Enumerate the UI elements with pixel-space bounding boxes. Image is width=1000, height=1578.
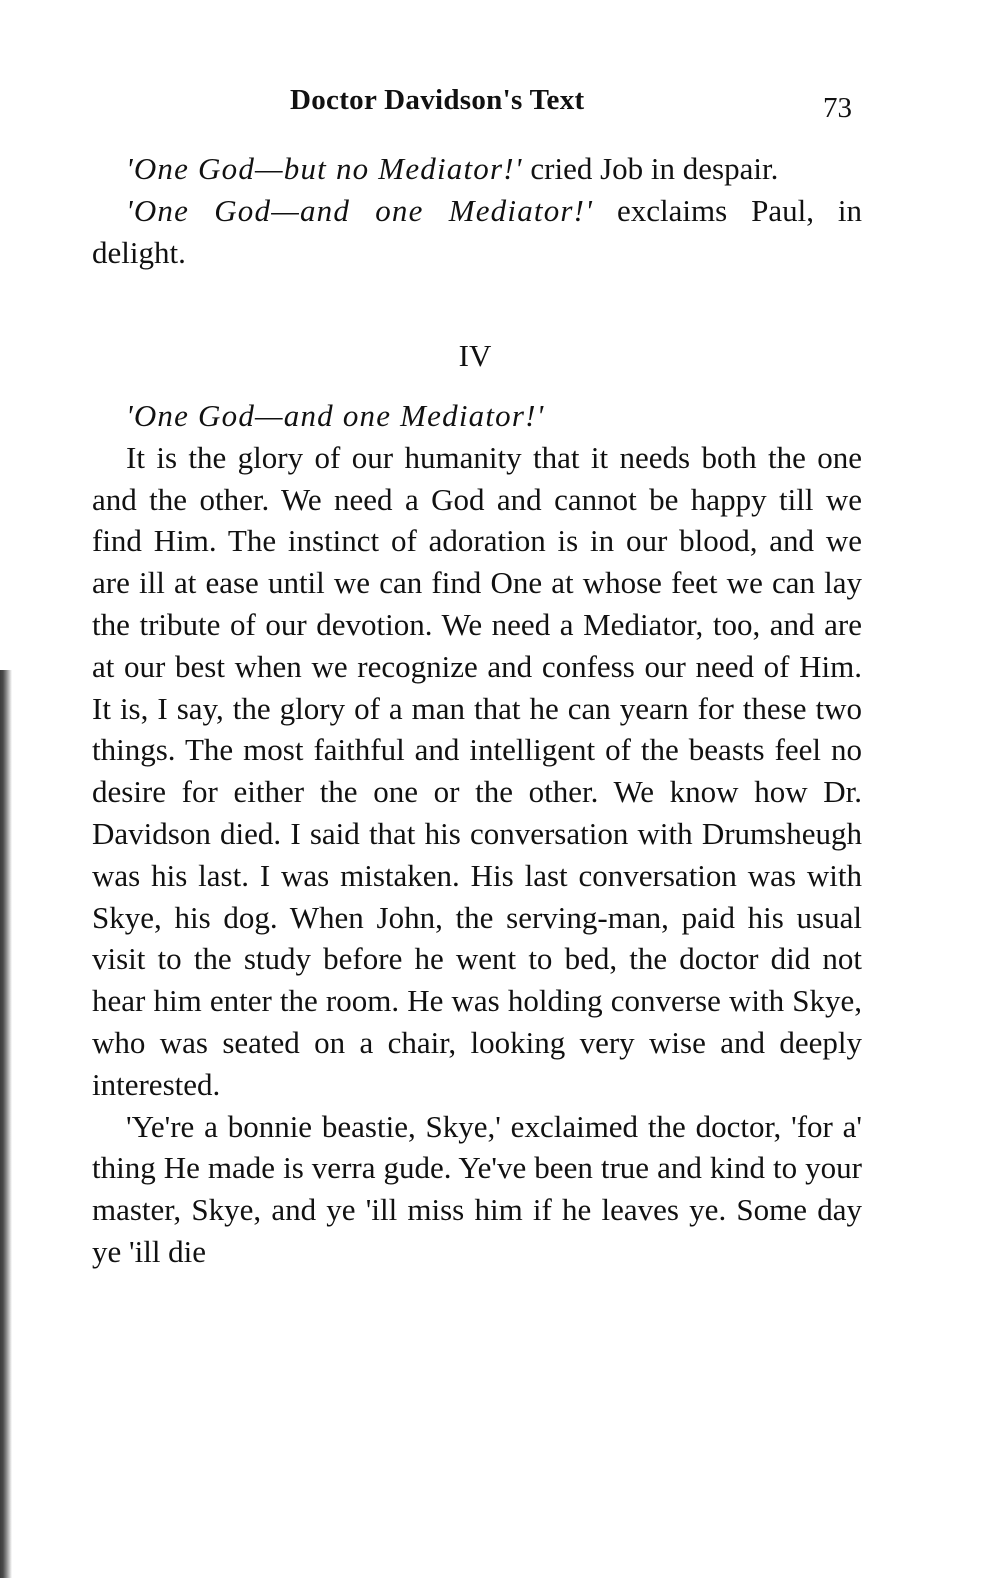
job-quote-attribution: cried Job in despair. [522,151,779,186]
job-quote-paragraph [92,148,862,190]
job-quote: 'One God—but no Mediator!' [126,151,523,186]
paul-quote: 'One God—and one Mediator!' [126,192,594,228]
section-body [92,395,862,1273]
body-paragraph-1: It is the glory of our humanity that it needs both the one and the other. We need a God and cannot be happy till we find Him. The instinct of adoration is in our blood, and we are ill at ease until we can find One at whose feet we can lay the tribute of our devotion. We need a Mediator, too, and are at our best when we recognize and confess our need of Him. It is, I say, the glory of a man that he can yearn for these two things. The most faithful and intelligent of the beasts feel no desire for either the one or the other. We know how Dr. Davidson died. I said that his conversation with Drumsheugh was his last. I was mistaken. His last conversation was with Skye, his dog. When John, the serving-man, paid his usual visit to the study before he went to bed, the doctor did not hear him enter the room. He was holding converse with Skye, who was seated on a chair, looking very wise and deeply interested. [92,439,862,1102]
page-number: 73 [823,92,852,124]
body-paragraph-2: 'Ye're a bonnie beastie, Skye,' exclaimed the doctor, 'for a' thing He made is verra gude. Ye've been true and kind to your master, Skye, and ye 'ill miss him if he leaves ye. Some day ye 'ill die [92,1108,862,1269]
opening-quotes [92,148,862,273]
paul-quote-paragraph [92,190,862,274]
section-heading [0,338,1000,374]
lead-quote: 'One God—and one Mediator!' [126,398,545,433]
section-numeral: IV [458,338,492,373]
binding-shadow [0,670,12,1578]
paul-quote-attribution: exclaims Paul, in delight. [92,192,862,270]
running-title: Doctor Davidson's Text [290,84,585,116]
